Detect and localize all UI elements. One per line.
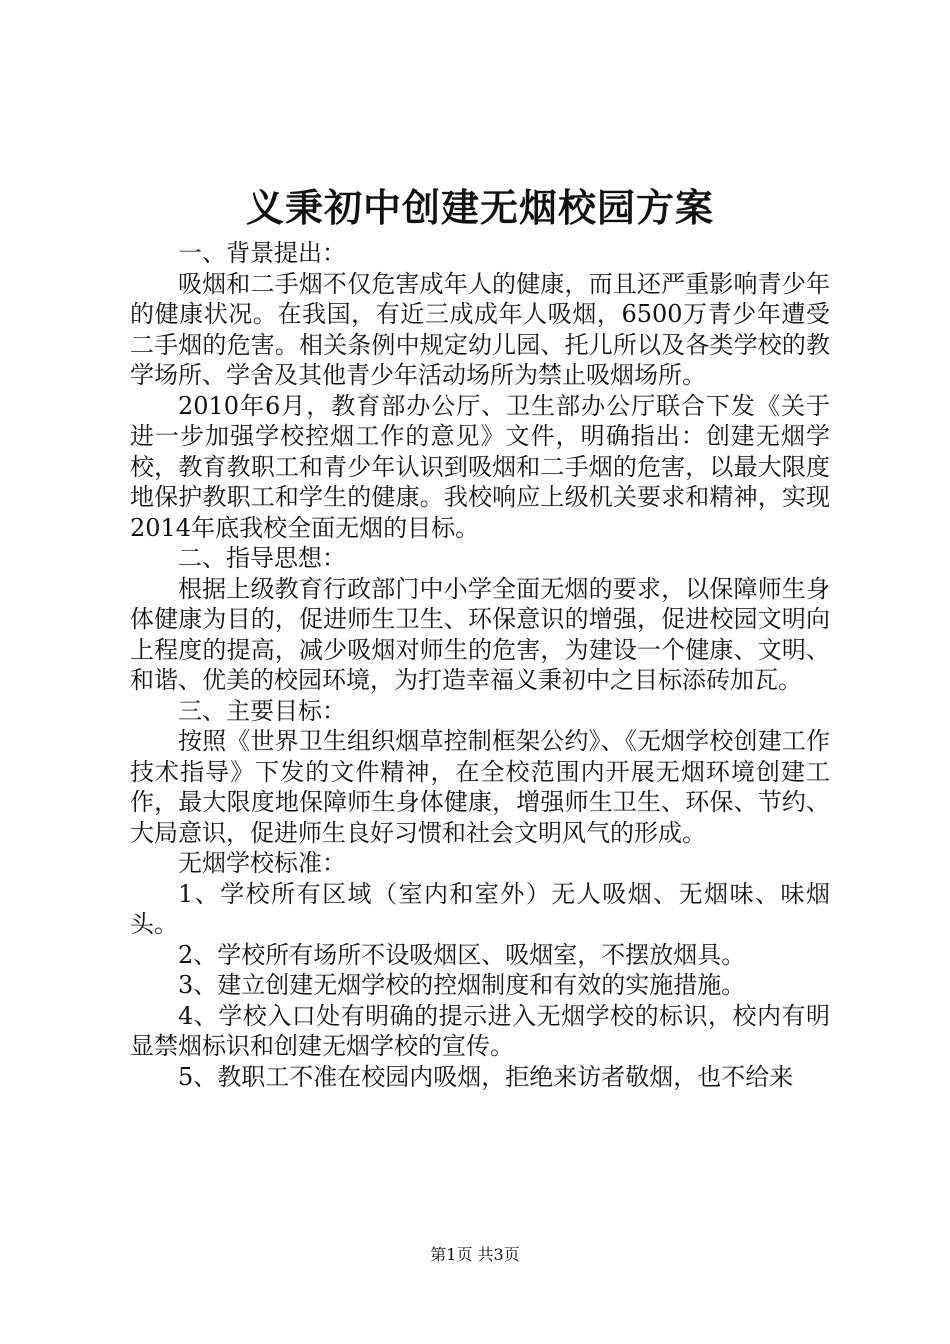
section-heading-guiding-ideology: 二、指导思想： xyxy=(178,544,346,572)
paragraph-background: 吸烟和二手烟不仅危害成年人的健康，而且还严重影响青少年的健康状况。在我国，有近三成成年人吸烟，6500万青少年遭受二手烟的危害。相关条例中规定幼儿园、托儿所以及各类学校的教学场所、学舍及其他青少年活动场所为禁止吸烟场所。 xyxy=(130,269,830,389)
page-number-footer: 第1页 共3页 xyxy=(430,1245,520,1264)
standard-item-3: 3、建立创建无烟学校的控烟制度和有效的实施措施。 xyxy=(178,971,746,999)
document-page xyxy=(130,180,830,1092)
paragraph-guiding-ideology: 根据上级教育行政部门中小学全面无烟的要求，以保障师生身体健康为目的，促进师生卫生、环保意识的增强，促进校园文明向上程度的提高，减少吸烟对师生的危害，为建设一个健康、文明、和谐、优美的校园环境，为打造幸福义秉初中之目标添砖加瓦。 xyxy=(130,574,830,694)
document-title: 义秉初中创建无烟校园方案 xyxy=(245,185,714,230)
section-heading-background: 一、背景提出： xyxy=(178,239,346,267)
paragraph-policy-2010: 2010年6月，教育部办公厅、卫生部办公厅联合下发《关于进一步加强学校控烟工作的意见》文件，明确指出：创建无烟学校，教育教职工和青少年认识到吸烟和二手烟的危害，以最大限度地保护教职工和学生的健康。我校响应上级机关要求和精神，实现2014年底我校全面无烟的目标。 xyxy=(130,391,830,542)
section-heading-standards: 无烟学校标准： xyxy=(178,849,346,877)
standard-item-5: 5、教职工不准在校园内吸烟，拒绝来访者敬烟，也不给来 xyxy=(178,1062,794,1091)
paragraph-main-goals: 按照《世界卫生组织烟草控制框架公约》、《无烟学校创建工作技术指导》下发的文件精神，在全校范围内开展无烟环境创建工作，最大限度地保障师生身体健康，增强师生卫生、环保、节约、大局意识，促进师生良好习惯和社会文明风气的形成。 xyxy=(130,727,830,847)
standard-item-4: 4、学校入口处有明确的提示进入无烟学校的标识，校内有明显禁烟标识和创建无烟学校的宣传。 xyxy=(130,1001,830,1060)
section-heading-main-goals: 三、主要目标： xyxy=(178,696,346,725)
standard-item-1: 1、学校所有区域（室内和室外）无人吸烟、无烟味、味烟头。 xyxy=(130,879,830,938)
standard-item-2: 2、学校所有场所不设吸烟区、吸烟室，不摆放烟具。 xyxy=(178,940,746,969)
